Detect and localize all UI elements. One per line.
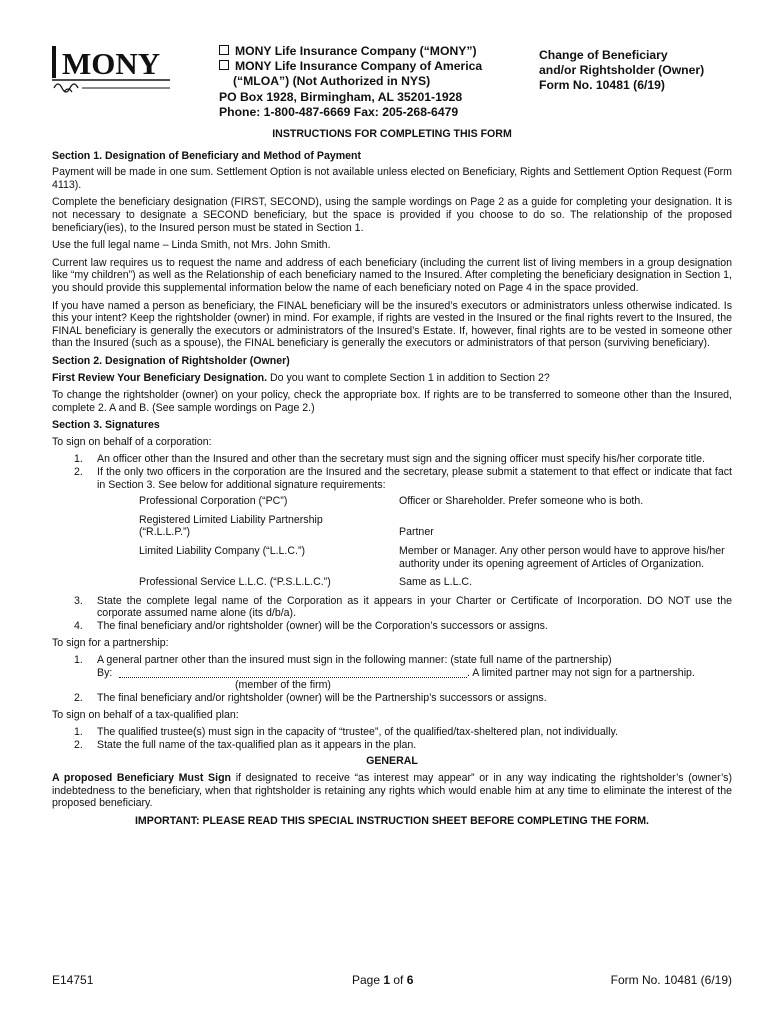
section1-paragraph: Complete the beneficiary designation (FIRST, SECOND), using the sample wordings on Page 2 as a guide for completing your designation. It is not necessary to designate a SECOND beneficiary, but the space is provided if you choose to do so. The relationship of the proposed beneficiary(ies), to the Insured person must be stated in Section 1. [52, 196, 732, 234]
general-heading: GENERAL [366, 755, 418, 768]
list-item: 4. The final beneficiary and/or rightsholder (owner) will be the Corporation’s successors or assigns. [74, 620, 548, 632]
general-paragraph [52, 772, 732, 810]
table-row [139, 495, 732, 508]
partnership-list [52, 654, 732, 704]
signature-requirements-table [139, 495, 732, 589]
entity-cell: Registered Limited Liability Partnership (“R.L.L.P.”) [139, 513, 323, 539]
mony-checkbox[interactable] [219, 45, 229, 55]
partnership-signature-blank[interactable] [119, 667, 467, 678]
list-item: 2. If the only two officers in the corporation are the Insured and the secretary, please submit a statement to that effect or indicate that fact in Section 3. See below for additional signature requirements: [74, 466, 732, 491]
table-row [139, 545, 732, 570]
list-item: 1. An officer other than the Insured and other than the secretary must sign and the signing officer must specify his/her corporate title. [74, 453, 705, 466]
footer-form-number: Form No. 10481 (6/19) [610, 973, 732, 987]
company-po-box: PO Box 1928, Birmingham, AL 35201-1928 [219, 89, 463, 104]
plan-intro: To sign on behalf of a tax-qualified plan: [52, 708, 239, 721]
plan-list [52, 726, 732, 751]
form-title-line3: Form No. 10481 (6/19) [539, 78, 665, 93]
list-item: 1. The qualified trustee(s) must sign in the capacity of “trustee”, of the qualified/tax-sheltered plan, not individually. [74, 726, 618, 739]
section1-paragraph: Current law requires us to request the name and address of each beneficiary (including the current list of living members in a group designation like “my children”) as well as the Relationship of each beneficiary named to the Insured. After completing the beneficiary designation in Section 1, you should provide this supplemental information below the name of each beneficiary noted on Page 4 in the space provided. [52, 256, 732, 294]
partnership-intro: To sign for a partnership: [52, 636, 169, 649]
entity-cell: Professional Corporation (“PC”) [139, 495, 288, 508]
by-label: By: [97, 666, 113, 679]
section1-paragraph: If you have named a person as beneficiary, the FINAL beneficiary will be the insured’s executors or administrators unless otherwise indicated. Is this your intent? Keep the rightsholder (owner) in mind. For example, if rights are vested in the Insured or the final rights revert to the Insured, the FINAL beneficiary is generally the executors or administrators of the Insured’s Estate. If, however, final rights are to be vested in someone other than the Insured (such as a spouse), the FINAL beneficiary is generally the executors or administrators of that person (surviving beneficiary). [52, 299, 732, 350]
form-title-line2: and/or Rightsholder (Owner) [539, 63, 705, 78]
form-title-block [539, 48, 739, 94]
mony-logo [52, 42, 170, 96]
section1-heading: Section 1. Designation of Beneficiary and Method of Payment [52, 149, 362, 162]
member-of-firm-label: (member of the firm) [235, 679, 331, 692]
table-row [139, 514, 732, 539]
corp-intro: To sign on behalf of a corporation: [52, 435, 212, 448]
partnership-by-line [97, 667, 732, 680]
signer-cell: Same as L.L.C. [399, 576, 473, 589]
page-number: Page 1 of 6 [352, 973, 414, 987]
form-title-line1: Change of Beneficiary [539, 48, 668, 62]
list-item: 3. State the complete legal name of the Corporation as it appears in your Charter or Certificate of Incorporation. DO NOT use the corporate assumed name alone (its d/b/a). [74, 594, 732, 620]
by-tail-text: . A limited partner may not sign for a partnership. [467, 666, 695, 679]
signer-cell: Member or Manager. Any other person would have to approve his/her authority under its opening agreement of Articles of Organization. [399, 545, 725, 570]
logo-text: MONY [62, 46, 161, 81]
section3-heading: Section 3. Signatures [52, 419, 160, 432]
general-bold-lead: A proposed Beneficiary Must Sign [52, 771, 232, 784]
company-line-mloa-note: (“MLOA”) (Not Authorized in NYS) [233, 74, 431, 89]
entity-cell: Professional Service L.L.C. (“P.S.L.L.C.”) [139, 576, 331, 589]
first-review-text: Do you want to complete Section 1 in addition to Section 2? [267, 371, 550, 384]
company-line-mloa: MONY Life Insurance Company of America [219, 59, 519, 74]
form-code: E14751 [52, 973, 94, 987]
instructions-content [52, 128, 732, 836]
section2-paragraph: To change the rightsholder (owner) on your policy, check the appropriate box. If rights are to be transferred to someone other than the Insured, complete 2. A and B. (See sample wordings on Page 2.) [52, 389, 732, 414]
important-notice: IMPORTANT: PLEASE READ THIS SPECIAL INSTRUCTION SHEET BEFORE COMPLETING THE FORM. [134, 814, 649, 827]
corp-list-continued [52, 595, 732, 633]
corp-list [52, 453, 732, 491]
list-item: 2. The final beneficiary and/or rightsholder (owner) will be the Partnership’s successors or assigns. [74, 691, 547, 704]
section2-heading: Section 2. Designation of Rightsholder (Owner) [52, 354, 290, 367]
signer-cell: Partner [399, 526, 434, 539]
instructions-title: INSTRUCTIONS FOR COMPLETING THIS FORM [272, 128, 512, 140]
table-row [139, 576, 732, 589]
section1-paragraph: Payment will be made in one sum. Settlement Option is not available unless elected on Beneficiary, Rights and Settlement Option Request (Form 4113). [52, 166, 732, 191]
mloa-checkbox[interactable] [219, 60, 229, 70]
first-review-bold: First Review Your Beneficiary Designation. [52, 371, 268, 384]
company-address-block [219, 44, 519, 120]
section1-paragraph: Use the full legal name – Linda Smith, not Mrs. John Smith. [52, 239, 331, 252]
list-item: 1. A general partner other than the insured must sign in the following manner: (state full name of the partnership) By: . A limited partner may not sign for a partnership. (member of the firm) [52, 654, 732, 692]
signer-cell: Officer or Shareholder. Prefer someone who is both. [399, 495, 644, 508]
company-line-mony: MONY Life Insurance Company (“MONY”) [219, 44, 519, 59]
company-phone-fax: Phone: 1-800-487-6669 Fax: 205-268-6479 [219, 104, 459, 119]
list-item: 2. State the full name of the tax-qualified plan as it appears in the plan. [74, 738, 417, 751]
entity-cell: Limited Liability Company (“L.L.C.”) [139, 545, 306, 558]
general-text: if designated to receive “as interest may appear” or in any way indicating the rightsholder’s (owner’s) indebtedness to the beneficiary, when that rightsholder is retaining any rights which would enable him at any time to eliminate the interest of the proposed beneficiary. [52, 771, 732, 810]
section2-first-review [52, 372, 732, 385]
